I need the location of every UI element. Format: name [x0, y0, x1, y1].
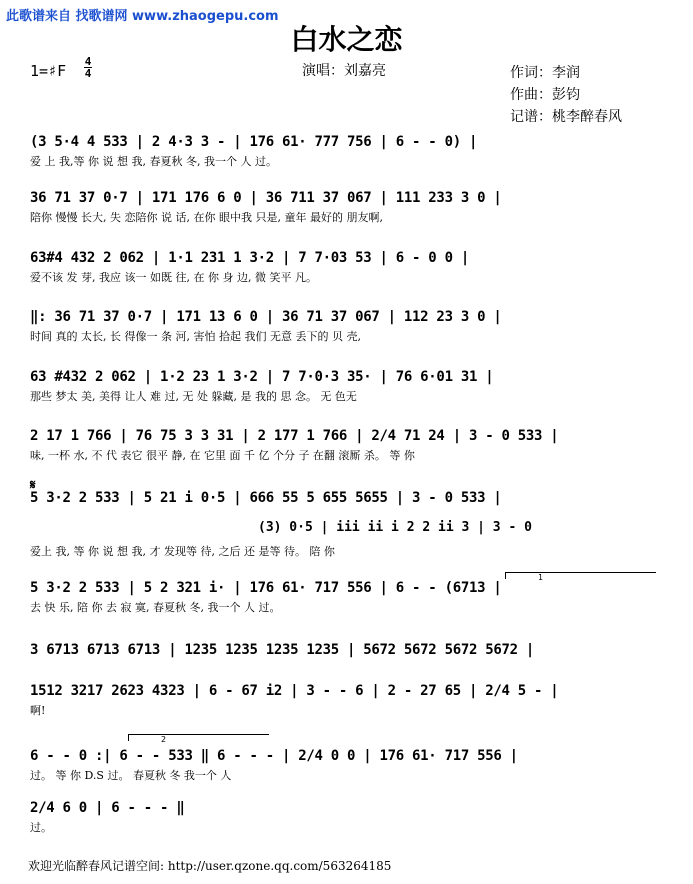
- song-title: 白水之恋: [290, 23, 403, 56]
- score-row: [30, 748, 660, 783]
- time-signature: [84, 56, 92, 79]
- notation-line: 36 71 37 0·7 | 171 176 6 0 | 36 711 37 067 | 111 233 3 0 |: [30, 190, 502, 206]
- lyric-line: 味, 一杯 水, 不 代 表它 很平 静, 在 它里 面 千 亿 个分 子 在翻 滚厮 杀。 等 你: [30, 449, 415, 462]
- footer-credit: 欢迎光临醉春风记谱空间: http://user.qzone.qq.com/563264185: [28, 859, 392, 873]
- lyric-line: 爱 上 我,等 你 说 想 我, 春夏秋 冬, 我一个 人 过。: [30, 155, 277, 168]
- lyric-line: 时间 真的 太长, 长 得像一 条 河, 害怕 拾起 我们 无意 丢下的 贝 壳,: [30, 330, 361, 343]
- notation-line: 63#4 432 2 062 | 1·1 231 1 3·2 | 7 7·03 53 | 6 - 0 0 |: [30, 250, 469, 266]
- lyric-line: 去 快 乐, 陪 你 去 寂 寞, 春夏秋 冬, 我一个 人 过。: [30, 601, 281, 614]
- lyric-row: [30, 540, 660, 559]
- notation-line: 2 17 1 766 | 76 75 3 3 31 | 2 177 1 766 | 2/4 71 24 | 3 - 0 533 |: [30, 428, 559, 444]
- score-row: [30, 134, 660, 169]
- notation-line: 2/4 6 0 | 6 - - - ‖: [30, 800, 185, 816]
- notation-line: 3 6713 6713 6713 | 1235 1235 1235 1235 | 5672 5672 5672 5672 |: [30, 642, 534, 658]
- notation-line: 5 3·2 2 533 | 5 2 321 i· | 176 61· 717 556 | 6 - - (6713 |: [30, 580, 502, 596]
- notation-line: 6 - - 0 :| 6 - - 533 ‖ 6 - - - | 2/4 0 0 | 176 61· 717 556 |: [30, 748, 518, 764]
- score-row: [30, 250, 660, 285]
- composer-credit: 作曲：彭钧: [510, 87, 580, 103]
- time-signature-top: 4: [84, 55, 92, 68]
- notation-line: 1512 3217 2623 4323 | 6 - 67 i2 | 3 - - 6 | 2 - 27 65 | 2/4 5 - |: [30, 683, 559, 699]
- notation-line: ‖: 36 71 37 0·7 | 171 13 6 0 | 36 71 37 067 | 112 23 3 0 |: [30, 309, 502, 325]
- score-row: [30, 490, 660, 506]
- volta-2-label: 2: [161, 735, 167, 744]
- notation-line: (3 5·4 4 533 | 2 4·3 3 - | 176 61· 777 756 | 6 - - 0) |: [30, 134, 478, 150]
- score-row: [30, 190, 660, 225]
- score-row: [30, 369, 660, 404]
- volta-1-label: 1: [538, 573, 544, 582]
- singer-credit: 演唱：刘嘉亮: [302, 63, 386, 79]
- lyric-line: 爱上 我, 等 你 说 想 我, 才 发现等 待, 之后 还 是等 待。 陪 你: [30, 545, 335, 558]
- lyric-line: 爱不该 发 芽, 我应 该一 如既 往, 在 你 身 边, 微 笑平 凡。: [30, 271, 317, 284]
- key-signature: 1=♯F: [30, 62, 67, 80]
- lyric-line: 陪你 慢慢 长大, 失 恋陪你 说 话, 在你 眼中我 只是, 童年 最好的 朋友啊,: [30, 211, 383, 224]
- notation-line: 63 #432 2 062 | 1·2 23 1 3·2 | 7 7·0·3 35· | 76 6·01 31 |: [30, 369, 494, 385]
- time-signature-bottom: 4: [84, 67, 92, 80]
- lyric-line: 啊!: [30, 704, 46, 717]
- notation-line: 5 3·2 2 533 | 5 21 i 0·5 | 666 55 5 655 5655 | 3 - 0 533 |: [30, 490, 502, 506]
- lyric-line: 那些 梦太 美, 美得 让人 难 过, 无 处 躲藏, 是 我的 思 念。 无 色无: [30, 390, 357, 403]
- watermark: 此歌谱来自 找歌谱网 www.zhaogepu.com: [6, 9, 279, 24]
- ds-alternate-line: (3) 0·5 | iii ii i 2 2 ii 3 | 3 - 0: [258, 520, 532, 535]
- segno-sign: 𝄋: [30, 478, 36, 493]
- score-row: [30, 683, 660, 718]
- score-row: [30, 580, 660, 615]
- score-row: [30, 309, 660, 344]
- lyricist-credit: 作词：李润: [510, 65, 580, 81]
- transcriber-credit: 记谱：桃李醉春风: [510, 109, 622, 125]
- score-row: [30, 800, 660, 835]
- volta-1-bracket: [505, 572, 656, 582]
- lyric-line: 过。 等 你 D.S 过。 春夏秋 冬 我一个 人: [30, 769, 232, 782]
- score-row: [30, 428, 660, 463]
- volta-2-bracket: [128, 734, 269, 744]
- lyric-line: 过。: [30, 821, 52, 834]
- score-row: [30, 642, 660, 661]
